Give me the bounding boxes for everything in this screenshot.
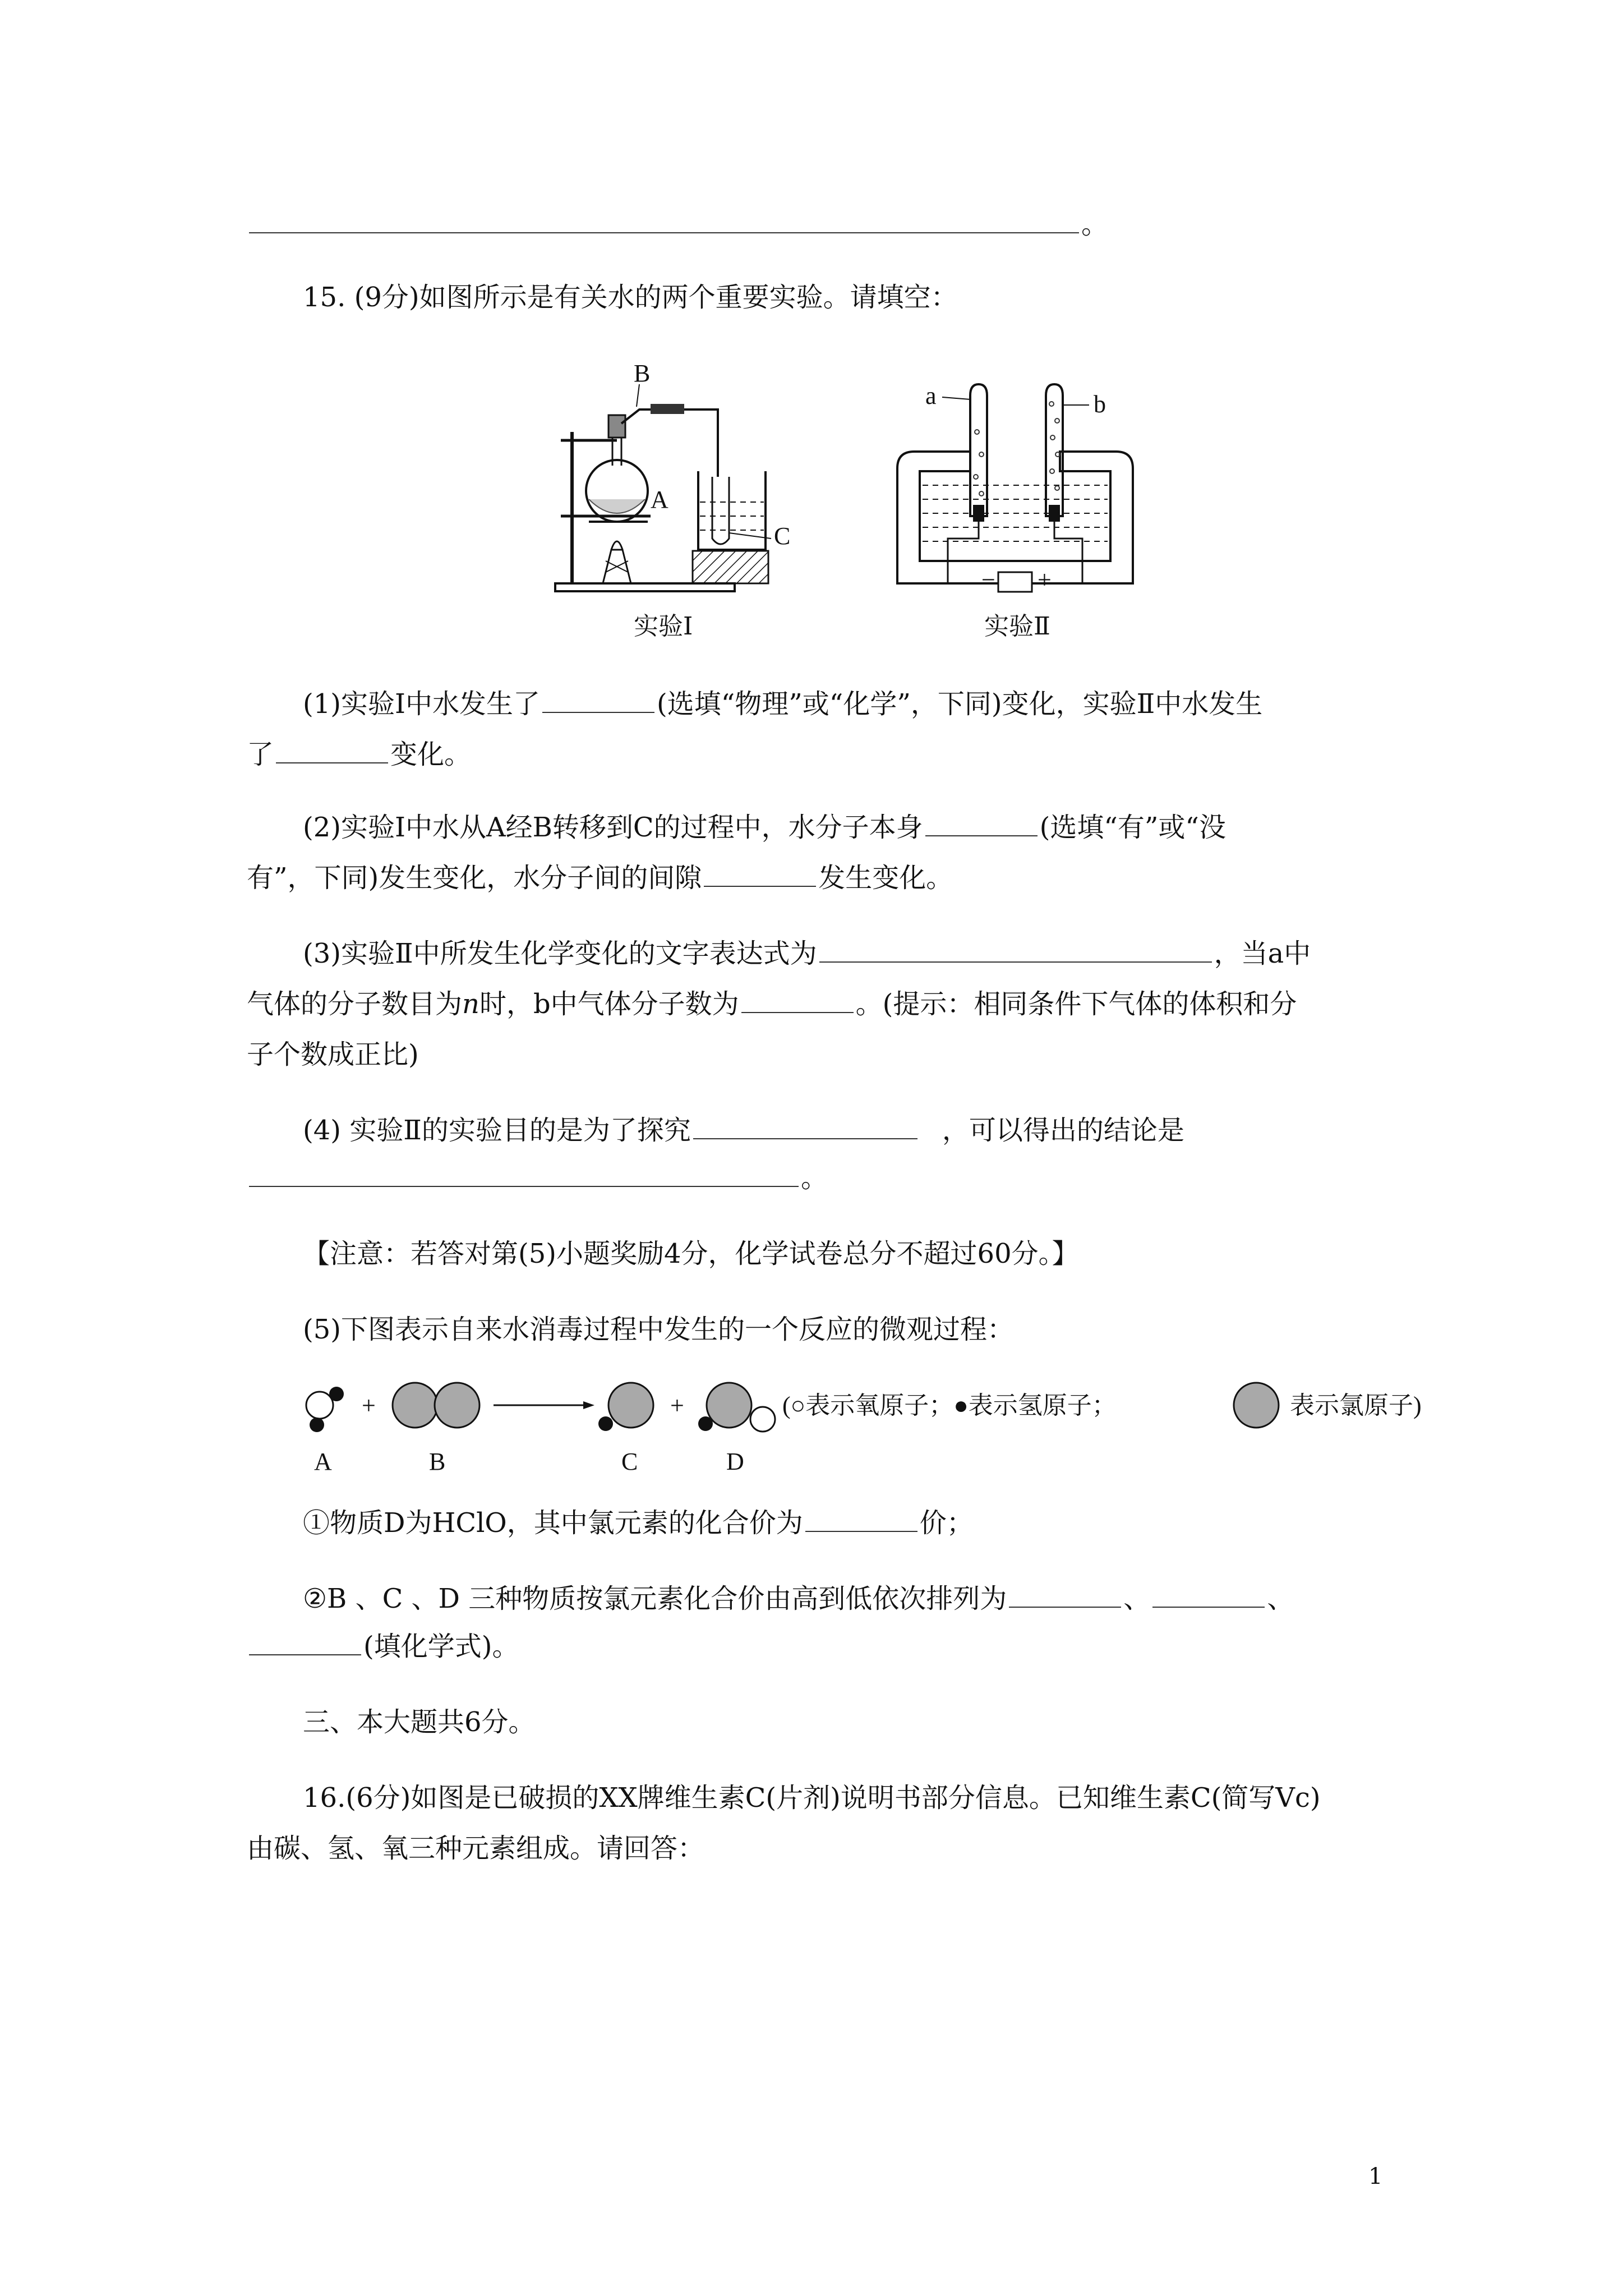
experiment-2-caption: 实验Ⅱ: [984, 612, 1050, 641]
q15-part4-line1: (4) 实验Ⅱ的实验目的是为了探究 ，可以得出的结论是: [303, 1115, 1184, 1146]
molecule-D: [698, 1383, 775, 1432]
page-number: 1: [1368, 2164, 1383, 2189]
answer-blank[interactable]: [249, 1161, 799, 1187]
answer-blank[interactable]: [1152, 1582, 1265, 1608]
experiment-2-figure: [886, 348, 1144, 600]
q15-part3-line2: 气体的分子数目为n时，b中气体分子数为 。(提示：相同条件下气体的体积和分: [247, 988, 1297, 1020]
plus-sign-1: +: [362, 1392, 376, 1419]
experiment-1-figure: [550, 348, 796, 600]
q16-line2: 由碳、氢、氧三种元素组成。请回答：: [247, 1833, 705, 1864]
label-C: C: [774, 522, 791, 550]
q15-sub1: ①物质D为HClO，其中氯元素的化合价为 价；: [303, 1507, 974, 1539]
section-3-heading: 三、本大题共6分。: [303, 1706, 536, 1738]
answer-blank[interactable]: [704, 861, 816, 887]
label-A: A: [651, 486, 668, 513]
answer-blank[interactable]: [693, 1114, 917, 1139]
molecule-C: [598, 1383, 653, 1431]
molecule-A: [306, 1387, 344, 1432]
answer-blank[interactable]: [276, 738, 388, 763]
label-molecule-A: A: [314, 1448, 332, 1475]
molecule-B: [393, 1383, 479, 1428]
legend-text: (○表示氧原子；●表示氢原子；: [782, 1392, 1117, 1419]
label-molecule-B: B: [429, 1448, 446, 1475]
q15-part1-line1: (1)实验Ⅰ中水发生了 (选填“物理”或“化学”，下同)变化，实验Ⅱ中水发生: [303, 688, 1263, 720]
experiment-1-caption: 实验Ⅰ: [634, 612, 693, 641]
q15-part2-line2: 有”，下同)发生变化，水分子间的间隙 发生变化。: [247, 862, 953, 894]
plus-sign: +: [1038, 566, 1052, 593]
q15-part4-line2: 。: [247, 1161, 828, 1195]
answer-blank[interactable]: [925, 811, 1038, 836]
label-B: B: [634, 360, 651, 387]
reaction-diagram: [292, 1369, 1497, 1481]
answer-blank[interactable]: [819, 937, 1212, 963]
legend-end-text: 表示氯原子): [1290, 1392, 1422, 1419]
answer-blank[interactable]: [249, 1630, 361, 1655]
plus-sign-2: +: [670, 1392, 684, 1419]
answer-blank[interactable]: [741, 987, 854, 1013]
minus-sign: −: [981, 566, 995, 593]
q15-part3-line3: 子个数成正比): [247, 1039, 419, 1070]
q15-sub2-line1: ②B 、C 、D 三种物质按氯元素化合价由高到低依次排列为 、 、: [303, 1583, 1294, 1614]
q15-part3-line1: (3)实验Ⅱ中所发生化学变化的文字表达式为 ，当a中: [303, 938, 1311, 969]
label-molecule-D: D: [726, 1448, 744, 1475]
q16-line1: 16.(6分)如图是已破损的XX牌维生素C(片剂)说明书部分信息。已知维生素C(简写Vc): [303, 1782, 1321, 1814]
answer-blank[interactable]: [249, 208, 1079, 233]
top-answer-line: 。: [247, 208, 1108, 241]
q15-part5: (5)下图表示自来水消毒过程中发生的一个反应的微观过程：: [303, 1314, 1014, 1345]
chlorine-atom-icon: [1234, 1383, 1279, 1428]
q15-title: 15. (9分)如图所示是有关水的两个重要实验。请填空：: [303, 282, 958, 313]
q15-sub2-line2: (填化学式)。: [247, 1630, 519, 1663]
answer-blank[interactable]: [542, 687, 654, 713]
answer-blank[interactable]: [1009, 1582, 1121, 1608]
q15-part2-line1: (2)实验Ⅰ中水从A经B转移到C的过程中，水分子本身 (选填“有”或“没: [303, 812, 1226, 843]
label-molecule-C: C: [621, 1448, 638, 1475]
label-b: b: [1094, 390, 1106, 418]
label-a: a: [925, 382, 937, 409]
q15-part1-line2: 了 变化。: [247, 739, 472, 770]
answer-blank[interactable]: [805, 1506, 917, 1532]
bonus-note: 【注意：若答对第(5)小题奖励4分，化学试卷总分不超过60分。】: [303, 1238, 1079, 1269]
